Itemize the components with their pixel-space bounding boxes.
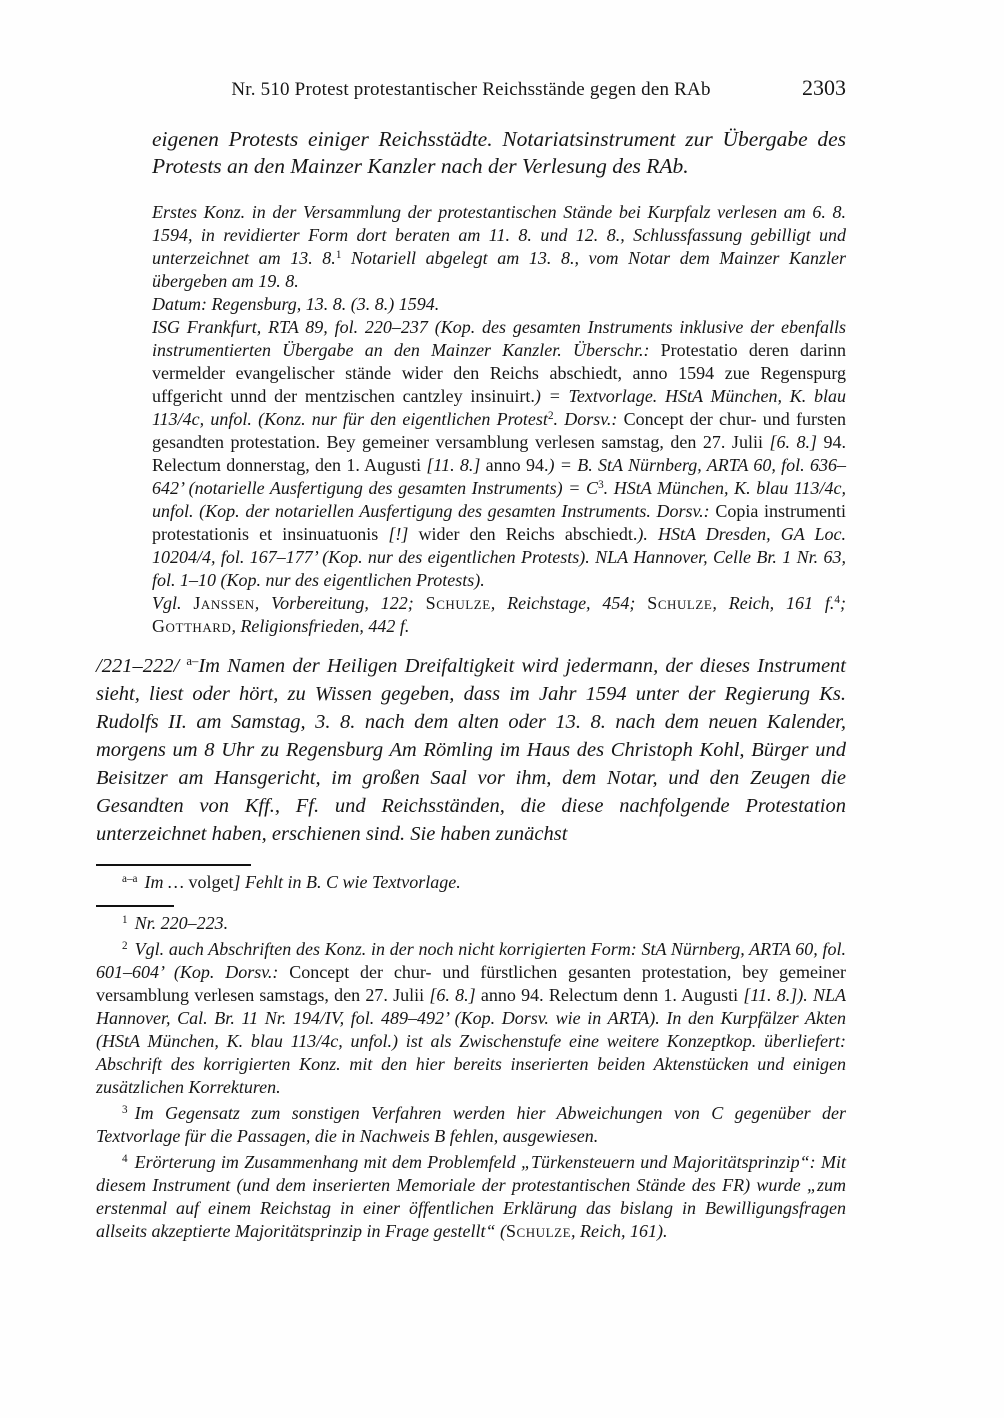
text-segment: 2 xyxy=(122,939,128,952)
running-title: Nr. 510 Protest protestantischer Reichsstände gegen den RAb xyxy=(231,79,711,100)
text-segment: Im Gegensatz zum sonstigen Verfahren werden hier Abweichungen von C gegenüber der Textvorlage für die Passagen, die in Nachweis B fehlen, ausgewiesen. xyxy=(96,1103,846,1146)
description-paragraph-datum xyxy=(152,293,846,316)
text-segment: , Religionsfrieden, 442 f. xyxy=(231,616,410,636)
text-segment: Schulze xyxy=(505,1221,572,1241)
text-segment: [!] xyxy=(388,524,409,544)
text-segment: Im … xyxy=(144,872,189,892)
description-paragraph-sources xyxy=(152,316,846,592)
footnote-2 xyxy=(96,938,846,1099)
footnote-separator xyxy=(96,905,174,907)
text-segment: wider den Reichs abschiedt. xyxy=(408,524,638,544)
text-segment: Schulze xyxy=(647,593,713,613)
text-segment: [6. 8.] xyxy=(429,985,476,1005)
text-segment: [11. 8.] xyxy=(426,455,481,475)
footnote-4 xyxy=(96,1151,846,1243)
text-segment: Protestatio deren darinn vermelder evangelischer stände wider den Reichs abschiedt, anno 1594 zue Regenspurg uffgericht unnd der mentzischen cantzley insinuirt. xyxy=(152,340,846,406)
text-segment: ] Fehlt in B. C wie Textvorlage. xyxy=(233,872,461,892)
text-segment: Notariell abgelegt am 13. 8., vom Notar dem Mainzer Kanzler übergeben am 19. 8. xyxy=(152,248,846,291)
text-segment: 1 xyxy=(122,913,128,926)
text-segment: Concept der chur- und fürstlichen gesanten protestation, bey gemeiner versamblung verlesen samstags, den 27. Julii xyxy=(96,962,847,1005)
text-segment: 1 xyxy=(335,248,342,261)
text-segment: , Reich, 161 f. xyxy=(712,593,835,613)
text-segment: Schulze xyxy=(425,593,491,613)
text-segment: anno 94. Relectum denn 1. Augusti xyxy=(475,985,744,1005)
text-segment: , Reich, 161). xyxy=(571,1221,668,1241)
text-segment: Vgl. auch Abschriften des Konz. in der noch nicht korrigierten Form: StA Nürnberg, ARTA 60, fol. 601–604’ (Kop. Dorsv.: xyxy=(96,939,846,982)
text-segment: , Reichstage, 454; xyxy=(490,593,648,613)
entry-heading xyxy=(152,126,846,180)
text-segment: eigenen Protests einiger Reichsstädte. Notariatsinstrument zur Übergabe des Protests an den Mainzer Kanzler nach der Verlesung des RAb. xyxy=(152,126,846,178)
main-text xyxy=(96,652,846,848)
apparatus-note xyxy=(96,871,846,894)
description-paragraph-transmission xyxy=(152,201,846,293)
text-segment: . Dorsv.: xyxy=(553,409,624,429)
text-segment: 2 xyxy=(547,409,554,422)
text-segment: ) = Textvorlage. HStA München, K. blau 113/4c, unfol. (Konz. nur für den eigentlichen Protest xyxy=(152,386,846,429)
text-segment: Vgl. xyxy=(152,593,194,613)
text-segment: Concept der chur- und fursten gesandten protestation. Bey gemeiner versamblung verlesen samstag, den 27. Julii xyxy=(152,409,847,452)
text-segment: Im Namen der Heiligen Dreifaltigkeit wird jedermann, der dieses Instrument sieht, liest oder hört, zu Wissen gegeben, dass im Jahr 1594 unter der Regierung Ks. Rudolfs II. am Samstag, 3. 8. nach dem alten oder 13. 8. nach dem neuen Kalender, morgens um 8 Uhr zu Regensburg Am Römling im Haus des Christoph Kohl, Bürger und Beisitzer am Hansgericht, im großen Saal vor ihm, dem Notar, und den Zeugen die Gesandten von Kff., Ff. und Reichsständen, die diese nachfolgende Protestation unterzeichnet haben, erschienen sind. Sie haben zunächst xyxy=(96,655,846,845)
apparatus-separator xyxy=(96,864,251,866)
text-segment: 3 xyxy=(122,1103,128,1116)
text-segment: ) = B. StA Nürnberg, ARTA 60, fol. 636–642’ (notarielle Ausfertigung des gesamten Instruments) = C xyxy=(152,455,846,498)
text-segment: /221–222/ xyxy=(96,655,187,677)
footnotes-section xyxy=(96,912,846,1243)
text-segment: 3 xyxy=(598,478,604,491)
text-segment: Datum: Regensburg, 13. 8. (3. 8.) 1594. xyxy=(152,294,440,314)
text-segment: [11. 8.]). NLA Hannover, Cal. Br. 11 Nr. 194/IV, fol. 489–492’ (Kop. Dorsv. wie in ARTA). In den Kurpfälzer Akten (HStA München, K. blau 113/4c, unfol.) ist als Zwischenstufe eine weitere Konzeptkop. überliefert: Abschrift des korrigierten Konz. mit den hier bereits inserierten beiden Aktenstücken und einigen zusätzlichen Korrekturen. xyxy=(96,985,847,1097)
heading-paragraph xyxy=(152,126,846,180)
text-segment: 4 xyxy=(834,593,840,606)
apparatus-line xyxy=(96,871,846,894)
text-segment: 94. Relectum donnerstag, den 1. Augusti xyxy=(152,432,846,475)
text-segment: ; xyxy=(840,593,846,613)
description-paragraph-literature xyxy=(152,592,846,638)
body-paragraph xyxy=(96,652,846,848)
footnote-3 xyxy=(96,1102,846,1148)
text-segment: ISG Frankfurt, RTA 89, fol. 220–237 (Kop. des gesamten Instruments inklusive der ebenfalls instrumentierten Übergabe an den Mainzer Kanzler. Überschr.: xyxy=(152,317,846,360)
text-segment: ). HStA Dresden, GA Loc. 10204/4, fol. 167–177’ (Kop. nur des eigentlichen Protests). NLA Hannover, Celle Br. 1 Nr. 63, fol. 1–10 (Kop. nur des eigentlichen Protests). xyxy=(152,524,847,590)
text-segment: Gotthard xyxy=(152,616,232,636)
text-segment: , Vorbereitung, 122; xyxy=(254,593,426,613)
text-segment: anno 94. xyxy=(480,455,549,475)
text-segment: [6. 8.] xyxy=(769,432,817,452)
text-segment: a– xyxy=(186,654,199,669)
page-header xyxy=(96,75,846,104)
source-description xyxy=(152,201,846,638)
text-segment: Copia instrumenti protestationis et insinuatuonis xyxy=(152,501,846,544)
text-segment: volget xyxy=(188,872,234,892)
page-number: 2303 xyxy=(802,75,846,100)
text-segment: Erstes Konz. in der Versammlung der protestantischen Stände bei Kurpfalz verlesen am 6. 8. 1594, in revidierter Form dort beraten am 11. 8. und 12. 8., Schlussfassung gebilligt und unterzeichnet am 13. 8. xyxy=(152,202,846,268)
text-segment: 4 xyxy=(122,1152,128,1165)
text-segment: Janssen xyxy=(193,593,255,613)
text-segment: a–a xyxy=(122,872,138,885)
text-segment: . HStA München, K. blau 113/4c, unfol. (Kop. der notariellen Ausfertigung des gesamten Instruments. Dorsv.: xyxy=(152,478,846,521)
text-segment: Erörterung im Zusammenhang mit dem Problemfeld „Türkensteuern und Majoritätsprinzip“: Mit diesem Instrument (und dem inserierten Memoriale der protestantischen Stände des FR) wurde „zum erstenmal auf einem Reichstag in einer öffentlichen Erklärung das bislang in Bewilligungsfragen allseits akzeptierte Majoritätsprinzip in Frage gestellt“ ( xyxy=(96,1152,846,1241)
footnote-1 xyxy=(96,912,846,935)
text-segment: Nr. 220–223. xyxy=(134,913,229,933)
